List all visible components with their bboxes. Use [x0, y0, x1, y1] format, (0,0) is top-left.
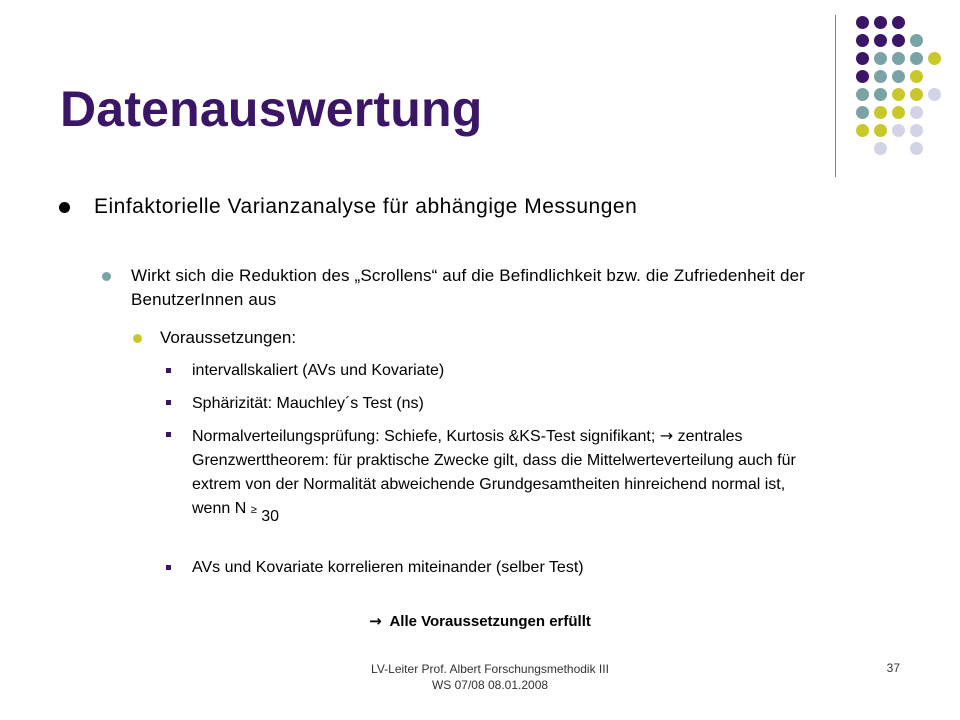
- decorative-dot: [910, 106, 923, 119]
- requirement-item: Sphärizität: Mauchley´s Test (ns): [192, 395, 424, 412]
- requirement-item: intervallskaliert (AVs und Kovariate): [192, 362, 445, 379]
- decorative-dot: [892, 34, 905, 47]
- decorative-dot: [874, 16, 887, 29]
- footer-line2: WS 07/08 08.01.2008: [431, 678, 549, 692]
- bullet-dot-icon: [102, 272, 111, 281]
- decorative-dot: [928, 88, 941, 101]
- decorative-dot: [910, 88, 923, 101]
- decorative-dot: [910, 142, 923, 155]
- decorative-dot: [874, 34, 887, 47]
- decorative-dot: [874, 124, 887, 137]
- decorative-dot: [892, 106, 905, 119]
- decorative-dot: [874, 88, 887, 101]
- decorative-dot: [892, 52, 905, 65]
- decorative-dot: [910, 34, 923, 47]
- decorative-dot: [856, 88, 869, 101]
- requirement-item-text: Normalverteilungsprüfung: Schiefe, Kurtosis &KS-Test signifikant;: [192, 428, 656, 445]
- footer: [0, 661, 960, 693]
- requirement-item: [192, 424, 812, 525]
- arrow-icon: →: [659, 426, 674, 445]
- decorative-dot: [892, 124, 905, 137]
- bullet-level1: Einfaktorielle Varianzanalyse für abhängige Messungen: [94, 195, 638, 218]
- requirement-item-continuation: zentrales Grenzwerttheorem: für praktische Zwecke gilt, dass die Mittelwerteverteilung auch für extrem von der Normalität abweichende Grundgesamtheiten hinreichend normal ist, wenn N: [192, 428, 796, 517]
- decorative-dot: [910, 124, 923, 137]
- n-value: 30: [261, 508, 279, 525]
- page-number: 37: [886, 661, 900, 675]
- conclusion-text: Alle Voraussetzungen erfüllt: [389, 613, 591, 630]
- arrow-icon: →: [369, 612, 382, 630]
- slide-title: Datenauswertung: [60, 81, 483, 137]
- decorative-dot: [856, 106, 869, 119]
- bullet-square-icon: [166, 432, 171, 437]
- decorative-dot: [856, 34, 869, 47]
- decorative-dot: [910, 70, 923, 83]
- bullet-level3: Voraussetzungen:: [160, 328, 297, 347]
- decorative-dot: [892, 16, 905, 29]
- decorative-dot: [874, 142, 887, 155]
- bullet-square-icon: [166, 368, 171, 373]
- decorative-dot: [856, 52, 869, 65]
- bullet-dot-icon: [133, 334, 142, 343]
- decorative-dot: [874, 70, 887, 83]
- decorative-dot: [910, 52, 923, 65]
- decorative-dot: [892, 70, 905, 83]
- decorative-dot: [892, 88, 905, 101]
- bullet-square-icon: [166, 400, 171, 405]
- conclusion-line: [0, 612, 960, 630]
- footer-line1: LV-Leiter Prof. Albert Forschungsmethodik III: [371, 662, 609, 676]
- decorative-dot: [874, 52, 887, 65]
- decorative-dot: [856, 124, 869, 137]
- decorative-dot: [874, 106, 887, 119]
- decorative-dot: [856, 16, 869, 29]
- bullet-dot-icon: [59, 202, 70, 213]
- decorative-vertical-line: [835, 15, 836, 177]
- greater-equal-symbol: ≥: [250, 504, 257, 516]
- bullet-level2: Wirkt sich die Reduktion des „Scrollens“ auf die Befindlichkeit bzw. die Zufriedenheit der BenutzerInnen aus: [131, 266, 805, 309]
- bullet-square-icon: [166, 565, 171, 570]
- requirement-item: AVs und Kovariate korrelieren miteinander (selber Test): [192, 559, 584, 576]
- decorative-dot: [928, 52, 941, 65]
- decorative-dot: [856, 70, 869, 83]
